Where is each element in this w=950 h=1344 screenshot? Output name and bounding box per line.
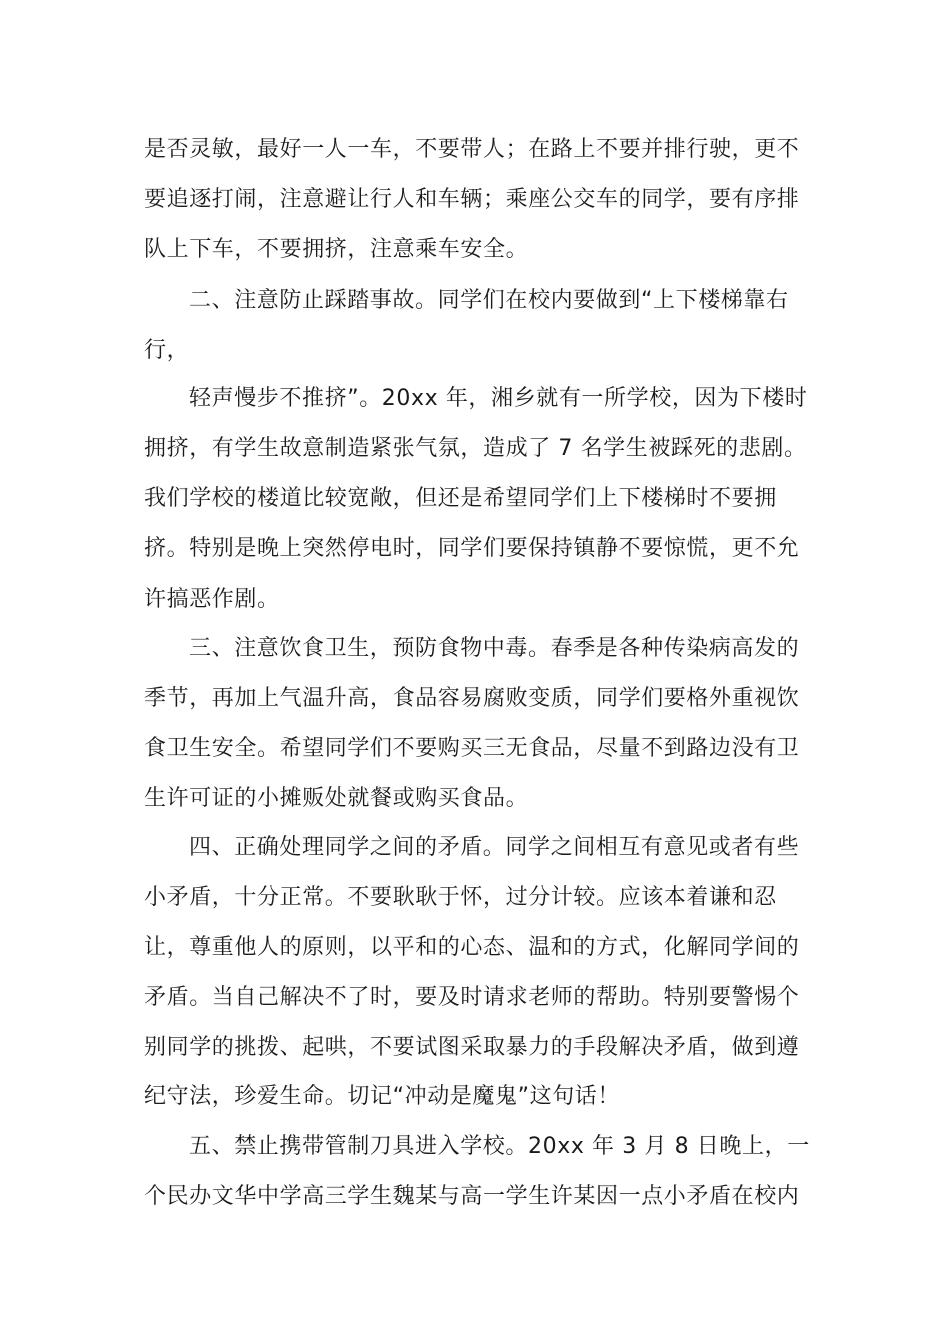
text-line: 许搞恶作剧。	[144, 587, 280, 612]
text-line: 轻声慢步不推挤”。20xx 年，湘乡就有一所学校，因为下楼时	[189, 386, 808, 411]
text-line: 五、禁止携带管制刀具进入学校。20xx 年 3 月 8 日晚上，一	[189, 1134, 810, 1159]
text-line: 二、注意防止踩踏事故。同学们在校内要做到“上下楼梯靠右	[189, 288, 789, 313]
text-line: 季节，再加上气温升高，食品容易腐败变质，同学们要格外重视饮	[144, 686, 800, 711]
text-line: 个民办文华中学高三学生魏某与高一学生许某因一点小矛盾在校内	[144, 1184, 800, 1209]
text-line: 让，尊重他人的原则，以平和的心态、温和的方式，化解同学间的	[144, 935, 800, 960]
text-line: 纪守法，珍爱生命。切记“冲动是魔鬼”这句话！	[144, 1084, 620, 1109]
text-line: 生许可证的小摊贩处就餐或购买食品。	[144, 786, 529, 811]
text-line: 拥挤，有学生故意制造紧张气氛，造成了 7 名学生被踩死的悲剧。	[144, 436, 807, 461]
text-line: 食卫生安全。希望同学们不要购买三无食品，尽量不到路边没有卫	[144, 736, 800, 761]
text-line: 我们学校的楼道比较宽敞，但还是希望同学们上下楼梯时不要拥	[144, 486, 777, 511]
text-line: 矛盾。当自己解决不了时，要及时请求老师的帮助。特别要警惕个	[144, 985, 800, 1010]
text-line: 小矛盾，十分正常。不要耿耿于怀，过分计较。应该本着谦和忍	[144, 885, 777, 910]
text-line: 挤。特别是晚上突然停电时，同学们要保持镇静不要惊慌，更不允	[144, 536, 800, 561]
text-line: 要追逐打闹，注意避让行人和车辆；乘座公交车的同学，要有序排	[144, 187, 800, 212]
text-line: 队上下车，不要拥挤，注意乘车安全。	[144, 237, 529, 262]
text-line: 行，	[144, 338, 190, 363]
text-line: 三、注意饮食卫生，预防食物中毒。春季是各种传染病高发的	[189, 636, 800, 661]
text-line: 别同学的挑拨、起哄，不要试图采取暴力的手段解决矛盾，做到遵	[144, 1035, 800, 1060]
text-line: 是否灵敏，最好一人一车，不要带人；在路上不要并排行驶，更不	[144, 137, 800, 162]
text-line: 四、正确处理同学之间的矛盾。同学之间相互有意见或者有些	[189, 835, 800, 860]
